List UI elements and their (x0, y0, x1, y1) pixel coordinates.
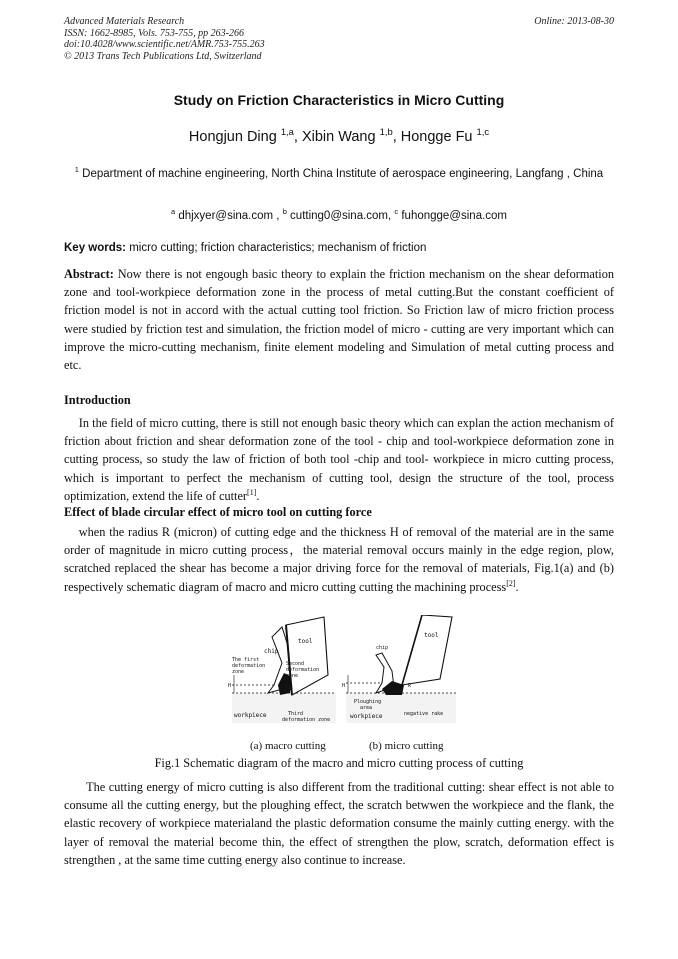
keywords-text: micro cutting; friction characteristics; mechanism of friction (126, 242, 427, 254)
label-tool-b: tool (424, 632, 439, 639)
author-separator: , (392, 129, 401, 145)
keywords (64, 242, 614, 254)
abstract-label: Abstract: (64, 267, 114, 281)
label-h-a: H (228, 683, 232, 689)
label-negative-rake: negative rake (404, 711, 444, 717)
journal-header (64, 16, 614, 62)
abstract (64, 265, 614, 374)
label-h-b: H (342, 683, 346, 689)
abstract-text: Now there is not engough basic theory to explain the friction mechanism on the shear deformation zone and tool-workpiece deformation zone in the process of metal cutting.But the constant coefficient of friction model is not in accord with the actual cutting tool friction. So Friction law of micro friction process were studied by friction test and simulation, the friction model of micro - cutting are very important which can improve the micro-cutting mechanism, finite element modeling and Simulation of metal cutting process and etc. (64, 267, 614, 373)
author-affil-sup: 1,b (379, 126, 393, 138)
email-address[interactable]: cutting0@sina.com (290, 210, 389, 222)
email-list (0, 207, 678, 222)
label-second-zone-2: deformation (286, 667, 320, 673)
section-heading-introduction: Introduction (64, 393, 131, 407)
tool-body (402, 615, 452, 685)
label-chip-a: chip (264, 648, 279, 655)
author-list (0, 126, 678, 145)
doi-line: doi:10.4028/www.scientific.net/AMR.753-755.263 (64, 39, 265, 50)
label-workpiece-a: workpiece (234, 712, 267, 719)
email-separator: , (388, 210, 395, 222)
figure-caption: Fig.1 Schematic diagram of the macro and micro cutting process of cutting (154, 756, 524, 770)
citation-ref[interactable]: [2] (506, 578, 516, 588)
email-separator: , (273, 210, 283, 222)
effect-paragraph: when the radius R (micron) of cutting edge and the thickness H of removal of the material are in the same order of magnitude in micro cutting process，the material removal occurs mainly in the edge region, plow, scratched replaced the shear has become a major driving force for the removal of materials, Fig.1(a) and (b) respectively schematic diagram of macro and micro cutting cutting the machining process[2]. (64, 525, 614, 594)
email-sup: c (394, 207, 399, 217)
author-affil-sup: 1,a (280, 126, 294, 138)
section-heading-effect: Effect of blade circular effect of micro tool on cutting force (64, 505, 372, 519)
journal-name: Advanced Materials Research (64, 16, 185, 27)
label-second-zone-3: zone (286, 673, 299, 679)
label-chip-b: chip (376, 645, 389, 651)
copyright-line: © 2013 Trans Tech Publications Ltd, Switzerland (64, 50, 262, 62)
keywords-label: Key words: (64, 242, 126, 254)
macro-cutting-diagram (228, 617, 336, 723)
email-sup: b (282, 207, 287, 217)
label-tool-a: tool (298, 638, 313, 645)
subcaption-a: (a) macro cutting (250, 740, 326, 752)
author-name: Hongjun Ding (188, 129, 277, 145)
energy-paragraph: The cutting energy of micro cutting is also different from the traditional cutting: shear effect is not able to consume all the cutting energy, but the ploughing effect, the scratch betwwen the workpiece and the flank, the elastic recovery of workpiece materialand the plastic deformation consume the mainly cutting energy. with the layer of removal the material become thin, the effect of strengthen the plow, scratch, deformation effect is strengthen , at the same time cutting energy also continue to increase. (64, 780, 614, 867)
micro-cutting-diagram (342, 615, 456, 723)
label-first-zone-3: zone (232, 669, 245, 675)
label-third-zone-1: Third (288, 711, 304, 717)
label-third-zone-2: deformation zone (282, 717, 331, 723)
label-first-zone-2: deformation (232, 663, 266, 669)
affiliation-sup: 1 (74, 165, 79, 175)
affiliation-text: Department of machine engineering, North China Institute of aerospace engineering, Langfang , China (82, 168, 604, 180)
author-separator: , (293, 129, 302, 145)
figure-1-diagram (226, 615, 460, 740)
online-date: Online: 2013-08-30 (534, 16, 614, 27)
label-r-b: R (408, 683, 412, 689)
author-name: Xibin Wang (301, 129, 376, 145)
introduction-text: In the field of micro cutting, there is still not enough basic theory which can explan the action mechanism of friction about friction and shear deformation zone of the tool - chip and tool-workpiece deformation zone in cutting process, so study the law of friction of both tool -chip and tool- workpiece in micro cutting process, which is important to perfect the mechanism of cutting tool, design the structure of the tool, process optimization, extend the life of cutter (64, 416, 614, 503)
issn-line: ISSN: 1662-8985, Vols. 753-755, pp 263-266 (64, 27, 244, 39)
affiliation (64, 166, 614, 183)
label-plough-1: Ploughing (354, 699, 382, 705)
introduction-paragraph: In the field of micro cutting, there is still not enough basic theory which can explan the action mechanism of friction about friction and shear deformation zone of the tool - chip and tool-workpiece deformation zone in cutting process, so study the law of friction of both tool -chip and tool- workpiece in micro cutting process, which is important to perfect the mechanism of cutting tool, design the structure of the tool, process optimization, extend the life of cutter[1]. (64, 416, 614, 503)
subcaption-b: (b) micro cutting (369, 740, 444, 752)
email-sup: a (170, 207, 176, 217)
email-address[interactable]: dhjxyer@sina.com (178, 210, 274, 222)
label-first-zone-1: The first (232, 657, 260, 663)
author-name: Hongge Fu (400, 129, 473, 145)
tool-body (286, 617, 328, 695)
author-affil-sup: 1,c (476, 126, 490, 138)
paper-title: Study on Friction Characteristics in Micro Cutting (173, 92, 505, 108)
citation-ref[interactable]: [1] (247, 487, 257, 497)
email-address[interactable]: fuhongge@sina.com (401, 210, 508, 222)
effect-text: when the radius R (micron) of cutting edge and the thickness H of removal of the material are in the same order of magnitude in micro cutting process，the material removal occurs mainly in the edge region, plow, scratched replaced the shear has become a major driving force for the removal of materials, Fig.1(a) and (b) respectively schematic diagram of macro and micro cutting cutting the machining process (64, 525, 614, 594)
label-second-zone-1: Second (286, 661, 305, 667)
label-workpiece-b: workpiece (350, 713, 383, 720)
label-plough-2: area (360, 705, 373, 711)
